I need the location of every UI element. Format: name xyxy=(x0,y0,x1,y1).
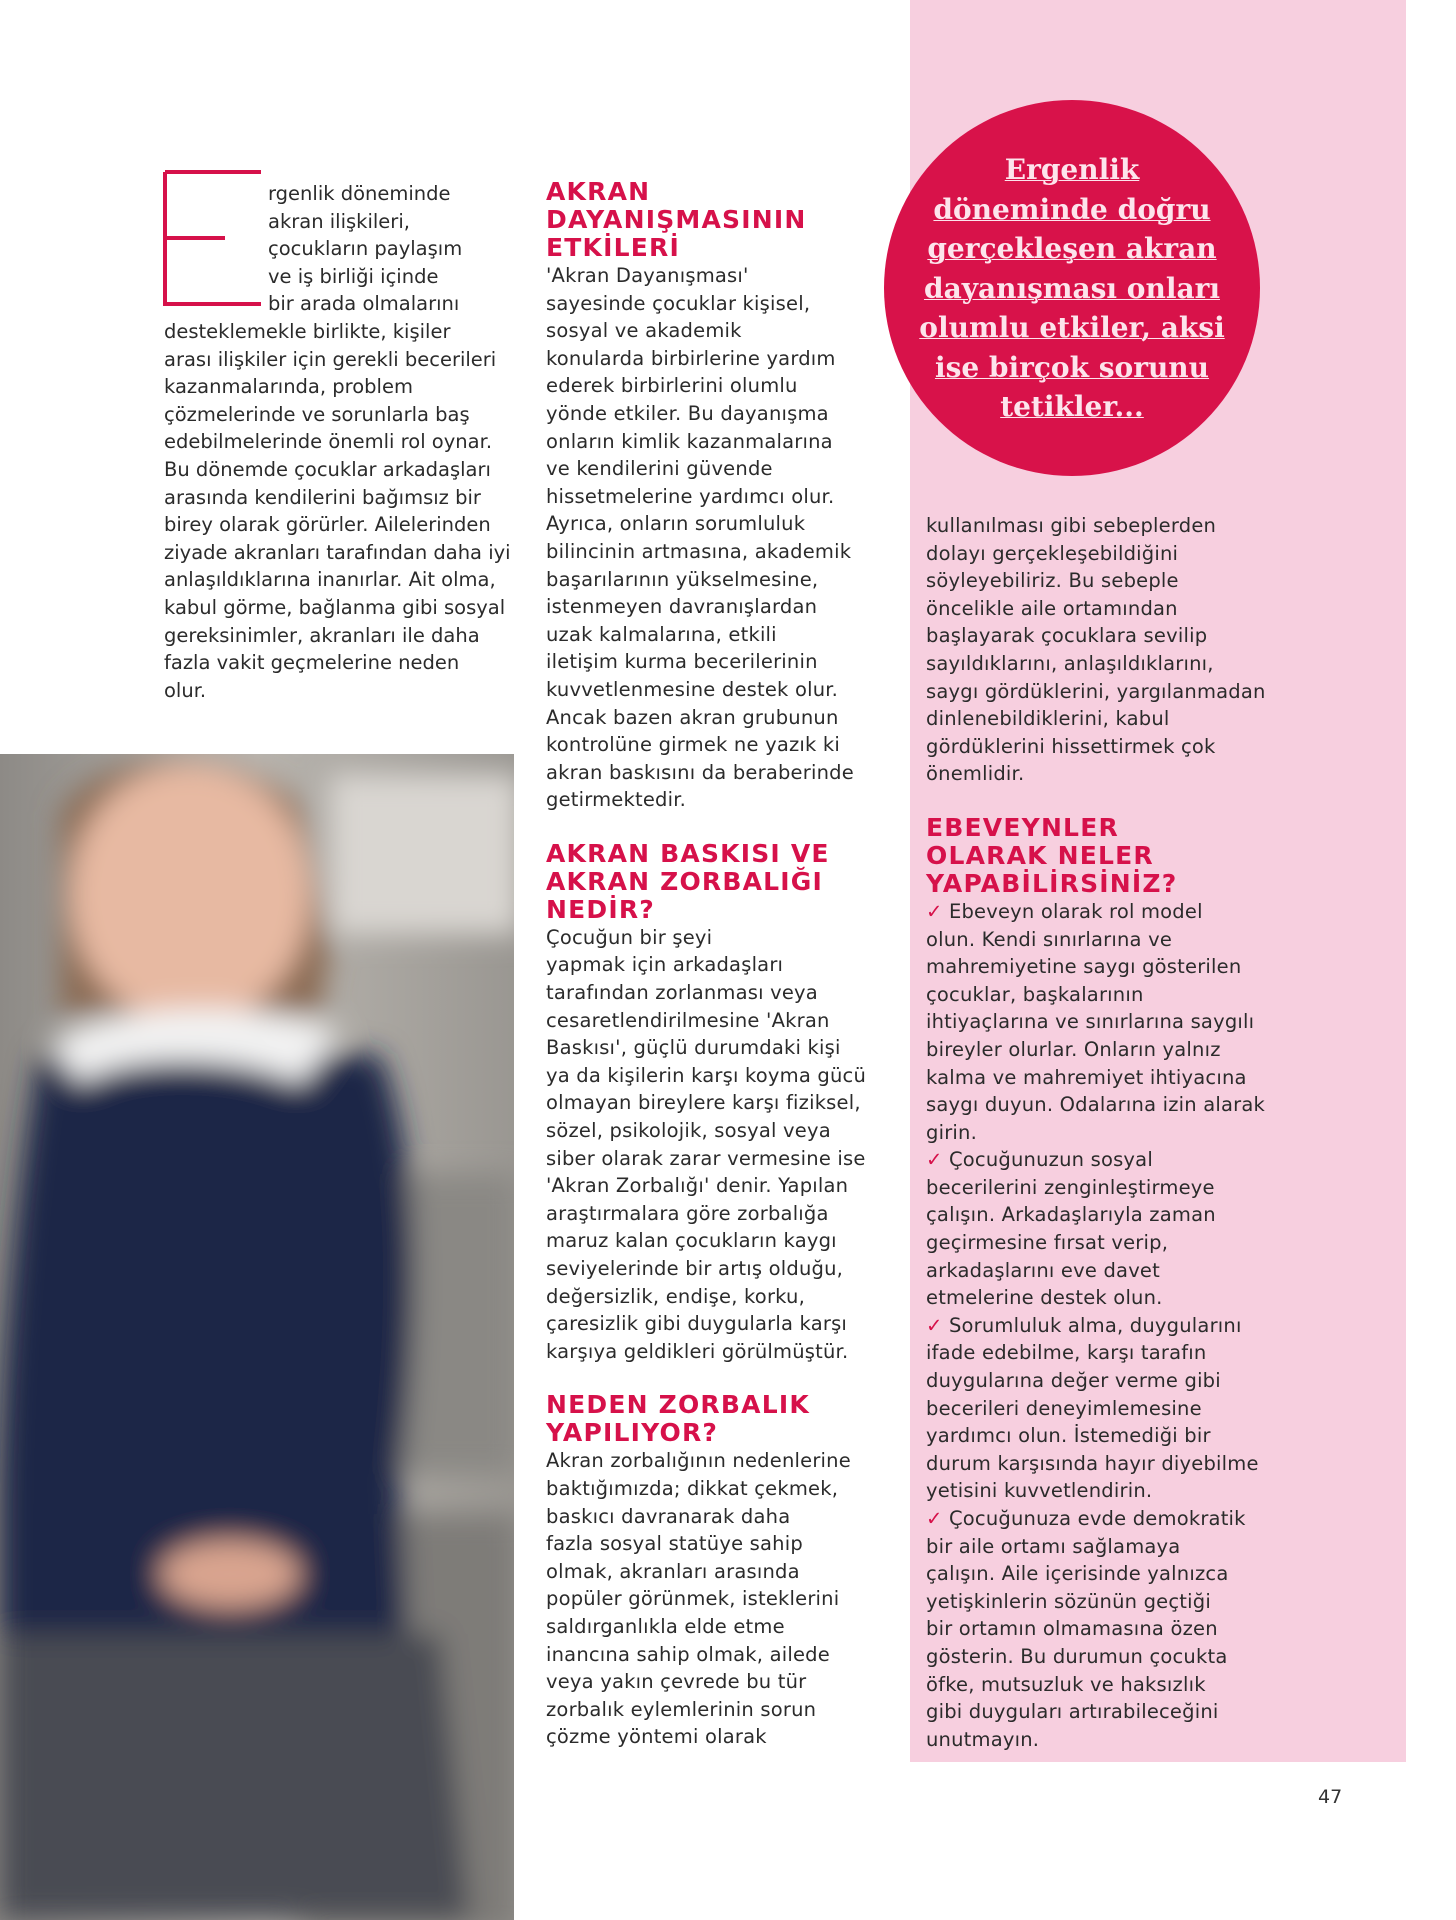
tip-item xyxy=(926,1505,1296,1753)
sidebar-column xyxy=(926,512,1296,1753)
intro-text: desteklemekle birlikte, kişiler arası ilişkiler için gerekli becerileri kazanmalarında, problem çözmelerinde ve sorunlarla baş edebilmelerinde önemli rol oynar. Bu dönemde çocuklar arkadaşları arasında kendilerini bağımsız bir birey olarak görürler. Ailelerinden ziyade akranları tarafından daha iyi anlaşıldıklarına inanırlar. Ait olma, kabul görme, bağlanma gibi sosyal gereksinimler, akranları ile daha fazla vakit geçmelerine neden olur. xyxy=(164,320,511,702)
pullquote-text: Ergenlik döneminde doğru gerçekleşen akran dayanışması onları olumlu etkiler, aksi ise birçok sorunu tetikler... xyxy=(919,153,1225,423)
student-photo xyxy=(0,754,514,1920)
drop-cap-letter xyxy=(163,170,261,306)
section-heading-reasons: NEDEN ZORBALIK YAPILIYOR? xyxy=(546,1390,810,1448)
article-column-middle xyxy=(546,178,896,1751)
check-icon: ✓ xyxy=(926,899,943,923)
tip-item xyxy=(926,1312,1296,1505)
sidebar-heading-parents: EBEVEYNLER OLARAK NELER YAPABİLİRSİNİZ? xyxy=(926,812,1178,898)
tip-text: Sorumluluk alma, duygularını ifade edebilme, karşı tarafın duygularına değer verme gibi becerileri deneyimlemesine yardımcı olun. İstemediği bir durum karşısında hayır diyebilme yetisini kuvvetlendirin. xyxy=(926,1313,1259,1503)
check-icon: ✓ xyxy=(926,1148,943,1172)
section-heading-solidarity: AKRAN DAYANIŞMASININ ETKİLERİ xyxy=(546,177,807,262)
check-icon: ✓ xyxy=(926,1313,943,1337)
page-number: 47 xyxy=(1318,1786,1343,1808)
intro-text-first: rgenlik döneminde akran ilişkileri, çocukların paylaşım ve iş birliği içinde bir arada olmalarını xyxy=(268,182,463,316)
section-body-bullying: Çocuğun bir şeyi yapmak için arkadaşları tarafından zorlanması veya cesaretlendirilmesine 'Akran Baskısı', güçlü durumdaki kişi ya da kişilerin karşı koyma gücü olmayan bireylere karşı fiziksel, sözel, psikolojik, sosyal veya siber olarak zarar vermesine ise 'Akran Zorbalığı' denir. Yapılan araştırmalara göre zorbalığa maruz kalan çocukların kaygı seviyelerinde bir artış olduğu, değersizlik, endişe, korku, çaresizlik gibi duygularla karşı karşıya geldikleri görülmüştür. xyxy=(546,925,867,1363)
check-icon: ✓ xyxy=(926,1507,943,1530)
tip-text: Ebeveyn olarak rol model olun. Kendi sınırlarına ve mahremiyetine saygı gösterilen çocuklar, başkalarının ihtiyaçlarına ve sınırlarına saygılı bireyler olurlar. Onların yalnız kalma ve mahremiyet ihtiyacına saygı duyun. Odalarına izin alarak girin. xyxy=(926,899,1266,1144)
tip-item xyxy=(926,1146,1296,1312)
sidebar-continuation-text: kullanılması gibi sebeplerden dolayı gerçekleşebildiğini söyleyebiliriz. Bu sebeple öncelikle aile ortamından başlayarak çocuklara sevilip sayıldıklarını, anlaşıldıklarını, saygı gördüklerini, yargılanmadan dinlenebildiklerini, kabul gördüklerini hissettirmek çok önemlidir. xyxy=(926,514,1266,786)
tip-item xyxy=(926,898,1296,1146)
section-body-reasons: Akran zorbalığının nedenlerine baktığımızda; dikkat çekmek, baskıcı davranarak daha fazla sosyal statüye sahip olmak, akranları arasında popüler görünmek, isteklerini saldırganlıkla elde etme inancına sahip olmak, ailede veya yakın çevrede bu tür zorbalık eylemlerinin sorun çözme yöntemi olarak xyxy=(546,1449,851,1749)
tip-text: Çocuğunuza evde demokratik bir aile ortamı sağlamaya çalışın. Aile içerisinde yalnızca yetişkinlerin sözünün geçtiği bir ortamın olmamasına özen gösterin. Bu durumun çocukta öfke, mutsuzluk ve haksızlık gibi duyguları artırabileceğini unutmayın. xyxy=(926,1507,1246,1751)
tip-text: Çocuğunuzun sosyal becerilerini zenginleştirmeye çalışın. Arkadaşlarıyla zaman geçirmesine fırsat verip, arkadaşlarını eve davet etmelerine destek olun. xyxy=(926,1148,1216,1310)
section-heading-bullying: AKRAN BASKISI VE AKRAN ZORBALIĞI NEDİR? xyxy=(546,838,830,924)
section-body-solidarity: 'Akran Dayanışması' sayesinde çocuklar kişisel, sosyal ve akademik konularda birbirlerine yardım ederek birbirlerini olumlu yönde etkiler. Bu dayanışma onların kimlik kazanmalarına ve kendilerini güvende hissetmelerine yardımcı olur. Ayrıca, onların sorumluluk bilincinin artmasına, akademik başarılarının yükselmesine, istenmeyen davranışlardan uzak kalmalarına, etkili iletişim kurma becerilerinin kuvvetlenmesine destek olur. Ancak bazen akran grubunun kontrolüne girmek ne yazık ki akran baskısını da beraberinde getirmektedir. xyxy=(546,264,854,812)
